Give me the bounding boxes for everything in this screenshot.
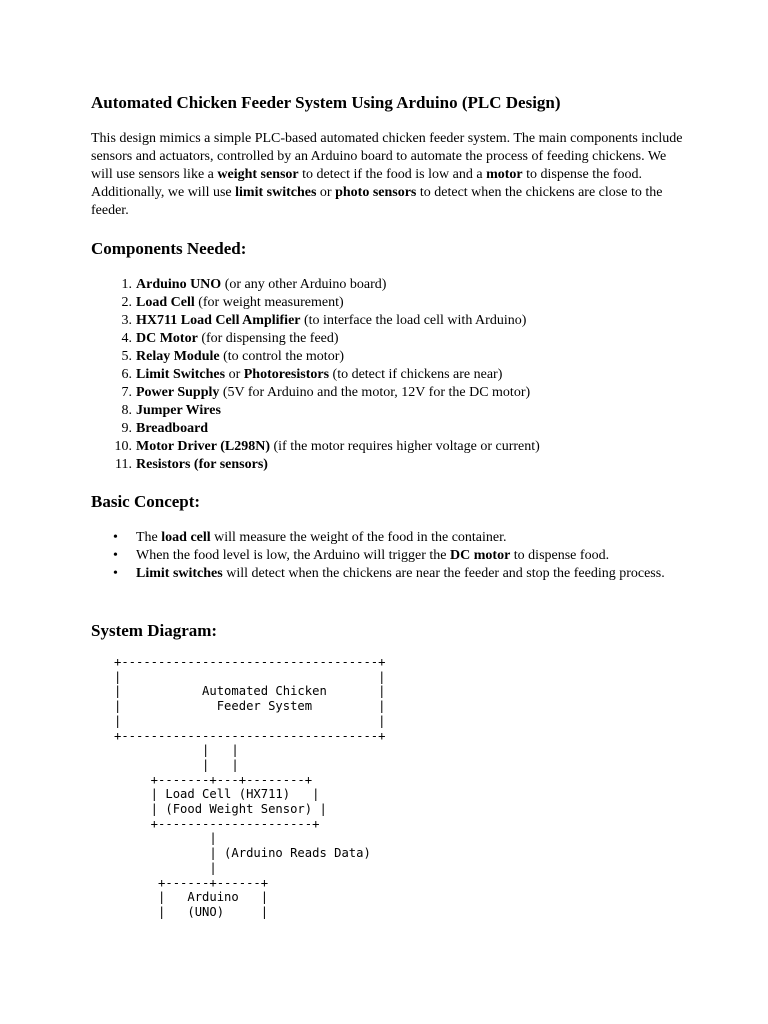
- list-item: [91, 402, 711, 420]
- intro-text: to detect when the chickens are close to the feeder.: [91, 185, 663, 218]
- component-note: (to interface the load cell with Arduino): [300, 313, 527, 328]
- concept-bold: DC motor: [450, 548, 511, 563]
- component-name: Arduino UNO: [136, 277, 222, 292]
- component-name: Limit Switches: [136, 367, 226, 382]
- list-item: [91, 330, 711, 348]
- document-title: Automated Chicken Feeder System Using Arduino (PLC Design): [91, 93, 561, 112]
- list-number: 8.: [121, 403, 132, 418]
- intro-text: to detect if the food is low and a: [298, 167, 487, 182]
- list-number: 6.: [121, 367, 132, 382]
- concept-list: [91, 529, 691, 583]
- component-name: Resistors (for sensors): [136, 457, 268, 472]
- component-connector: or: [225, 367, 244, 382]
- intro-text: This design mimics a simple PLC-based automated chicken feeder system. The main components include sensors and actuators, controlled by an Arduino board to automate the process of feeding chickens. We will use sensors like a: [91, 131, 683, 182]
- concept-bold: Limit switches: [136, 566, 223, 581]
- list-item: [91, 420, 711, 438]
- component-name: Load Cell: [136, 295, 195, 310]
- list-item: [91, 294, 711, 312]
- list-number: 7.: [121, 385, 132, 400]
- list-number: 1.: [121, 277, 132, 292]
- list-number: 4.: [121, 331, 132, 346]
- list-number: 11.: [115, 457, 132, 472]
- component-name: HX711 Load Cell Amplifier: [136, 313, 301, 328]
- concept-text: The: [136, 530, 162, 545]
- list-item: [91, 547, 691, 565]
- component-note: (to control the motor): [219, 349, 345, 364]
- list-number: 9.: [121, 421, 132, 436]
- list-item: [91, 312, 711, 330]
- intro-bold-weight-sensor: weight sensor: [217, 167, 299, 182]
- intro-bold-photo-sensors: photo sensors: [335, 185, 417, 200]
- diagram-heading: System Diagram:: [91, 621, 218, 640]
- ascii-system-diagram: +-----------------------------------+ | | | Automated Chicken | | Feeder System | | | +-----------------------------------+ | | | | +-------+---+--------+ | Load Cell (HX711) | | (Food Weight Sensor) | +---------------------+ | | (Arduino Reads Data) | +------+------+ | Arduino | | (UNO) |: [114, 655, 386, 919]
- list-item: [91, 438, 711, 456]
- intro-paragraph: [91, 130, 691, 220]
- component-name: DC Motor: [136, 331, 198, 346]
- component-note: (for weight measurement): [194, 295, 344, 310]
- components-list: [91, 276, 711, 474]
- list-item: [91, 456, 711, 474]
- list-item: [91, 366, 711, 384]
- component-note: (for dispensing the feed): [197, 331, 339, 346]
- component-name: Breadboard: [136, 421, 209, 436]
- intro-text: or: [316, 185, 336, 200]
- component-name-alt: Photoresistors: [243, 367, 330, 382]
- component-name: Jumper Wires: [136, 403, 221, 418]
- list-item: [91, 565, 691, 583]
- component-name: Power Supply: [136, 385, 220, 400]
- concept-heading: Basic Concept:: [91, 492, 201, 511]
- component-note: (if the motor requires higher voltage or current): [270, 439, 540, 454]
- concept-text: When the food level is low, the Arduino will trigger the: [136, 548, 451, 563]
- list-item: [91, 276, 711, 294]
- intro-text: to dispense the food. Additionally, we will use: [91, 167, 642, 200]
- components-heading: Components Needed:: [91, 239, 247, 258]
- component-note: (5V for Arduino and the motor, 12V for the DC motor): [219, 385, 531, 400]
- intro-bold-motor: motor: [486, 167, 523, 182]
- component-note: (to detect if chickens are near): [329, 367, 503, 382]
- list-item: [91, 529, 691, 547]
- concept-text: will measure the weight of the food in the container.: [210, 530, 507, 545]
- list-item: [91, 384, 711, 402]
- list-number: 3.: [121, 313, 132, 328]
- bullet-icon: •: [113, 566, 118, 581]
- list-item: [91, 348, 711, 366]
- list-number: 10.: [114, 439, 132, 454]
- list-number: 5.: [121, 349, 132, 364]
- bullet-icon: •: [113, 530, 118, 545]
- concept-bold: load cell: [161, 530, 211, 545]
- component-name: Motor Driver (L298N): [136, 439, 270, 454]
- concept-text: will detect when the chickens are near the feeder and stop the feeding process.: [222, 566, 665, 581]
- component-name: Relay Module: [136, 349, 220, 364]
- intro-bold-limit-switches: limit switches: [235, 185, 317, 200]
- list-number: 2.: [121, 295, 132, 310]
- component-note: (or any other Arduino board): [221, 277, 387, 292]
- bullet-icon: •: [113, 548, 118, 563]
- concept-text: to dispense food.: [510, 548, 610, 563]
